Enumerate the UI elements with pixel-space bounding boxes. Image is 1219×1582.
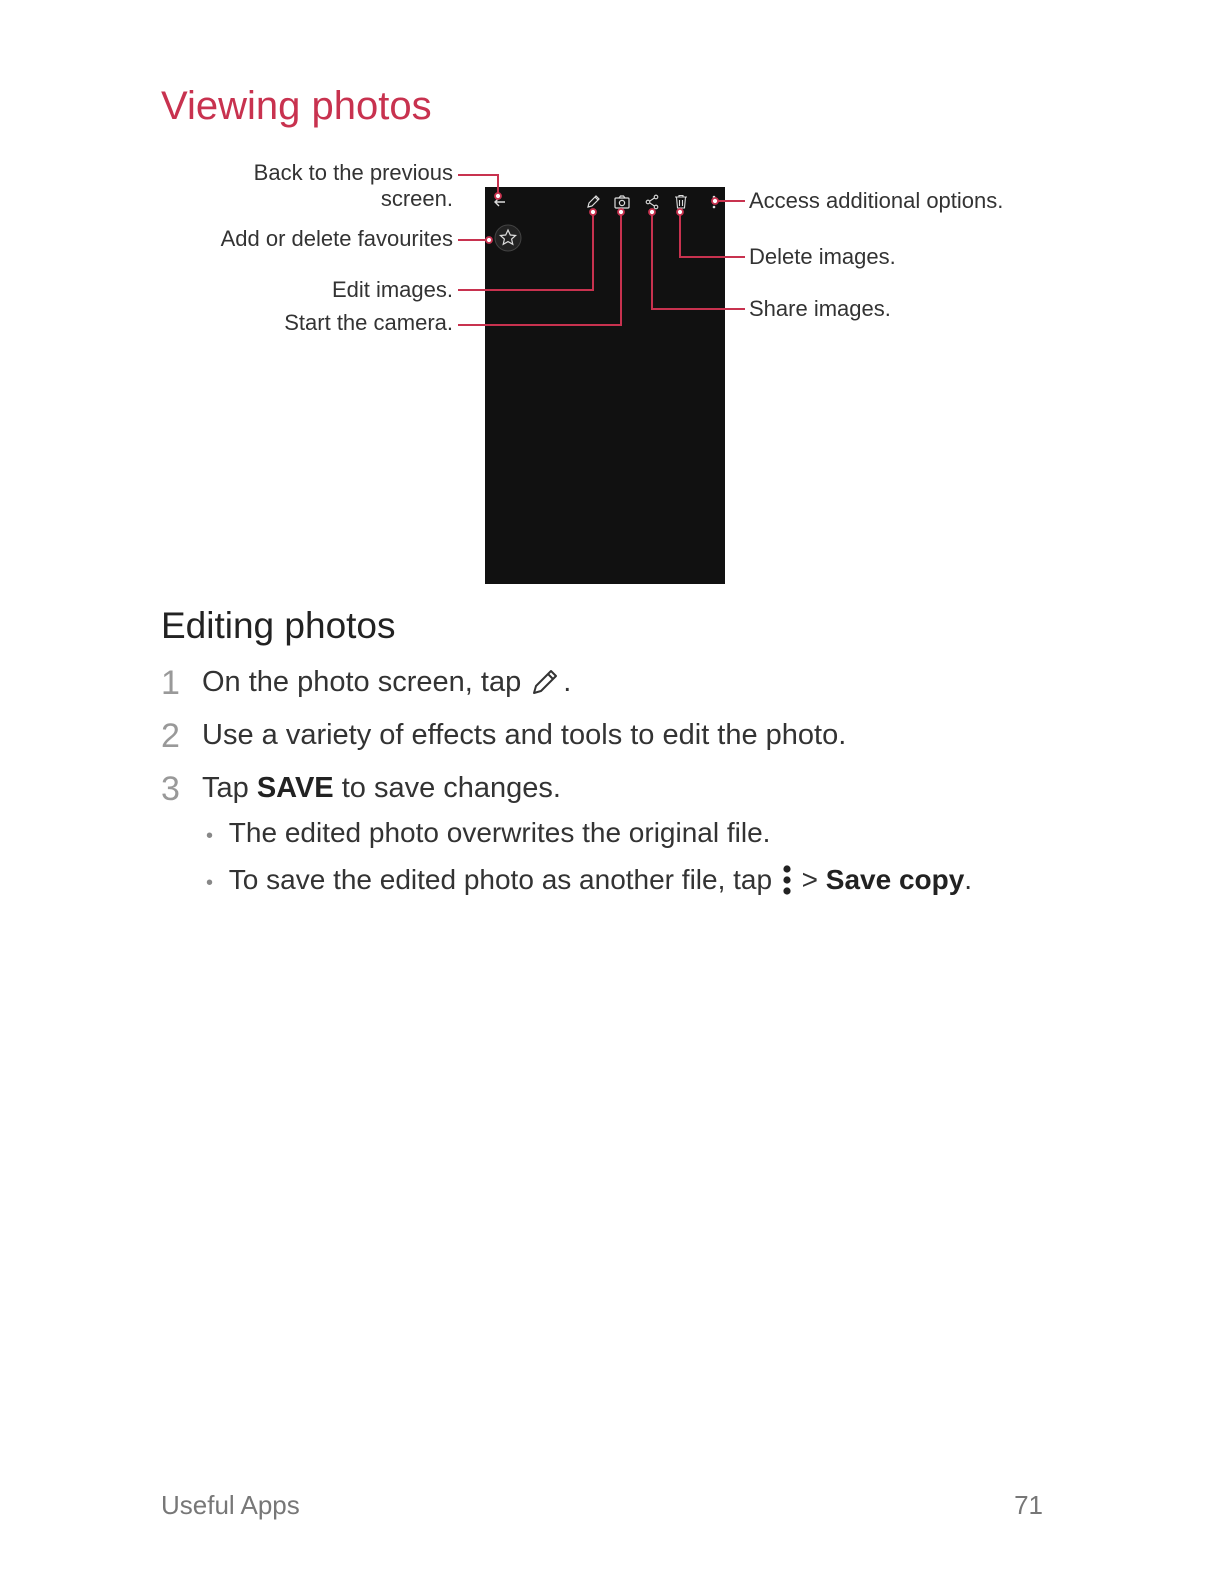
pencil-icon — [529, 666, 563, 698]
callout-delete: Delete images. — [749, 244, 896, 269]
step-1-text — [202, 666, 571, 699]
step-number: 3 — [161, 770, 180, 808]
step-3-after: to save changes. — [341, 772, 561, 804]
save-label: SAVE — [256, 772, 334, 804]
bullet-2-after: . — [964, 864, 973, 895]
step-1 — [161, 664, 180, 703]
step-3 — [161, 770, 180, 809]
bullet-dot: • — [206, 872, 214, 894]
bullet-dot: • — [206, 825, 214, 847]
more-vert-icon — [780, 863, 794, 897]
section-heading: Editing photos — [161, 605, 396, 646]
callout-options: Access additional options. — [749, 188, 1004, 213]
bullet-1 — [206, 817, 770, 849]
page-number: 71 — [1014, 1490, 1043, 1520]
step-3-text — [202, 772, 561, 805]
step-1-before: On the photo screen, tap — [202, 666, 522, 698]
bullet-2 — [206, 863, 972, 897]
step-2-text: Use a variety of effects and tools to edit the photo. — [202, 719, 847, 751]
step-number: 1 — [161, 664, 180, 702]
step-1-after: . — [563, 666, 572, 698]
step-2 — [161, 717, 180, 756]
page-title: Viewing photos — [161, 84, 432, 128]
save-copy-label: Save copy — [825, 864, 965, 895]
callout-favourites: Add or delete favourites — [220, 226, 453, 251]
callout-camera: Start the camera. — [284, 310, 453, 335]
step-number: 2 — [161, 717, 180, 755]
footer-section: Useful Apps — [161, 1490, 300, 1520]
callout-edit: Edit images. — [331, 277, 453, 302]
bullet-1-text: The edited photo overwrites the original file. — [228, 817, 771, 848]
bullet-2-before: To save the edited photo as another file, tap — [228, 864, 773, 895]
callout-back-line1: Back to the previous — [253, 160, 453, 185]
callout-leader-lines — [0, 0, 1219, 600]
callout-back-line2: screen. — [380, 186, 453, 211]
callout-share: Share images. — [749, 296, 891, 321]
bullet-2-separator: > — [801, 864, 818, 895]
step-3-before: Tap — [202, 772, 249, 804]
